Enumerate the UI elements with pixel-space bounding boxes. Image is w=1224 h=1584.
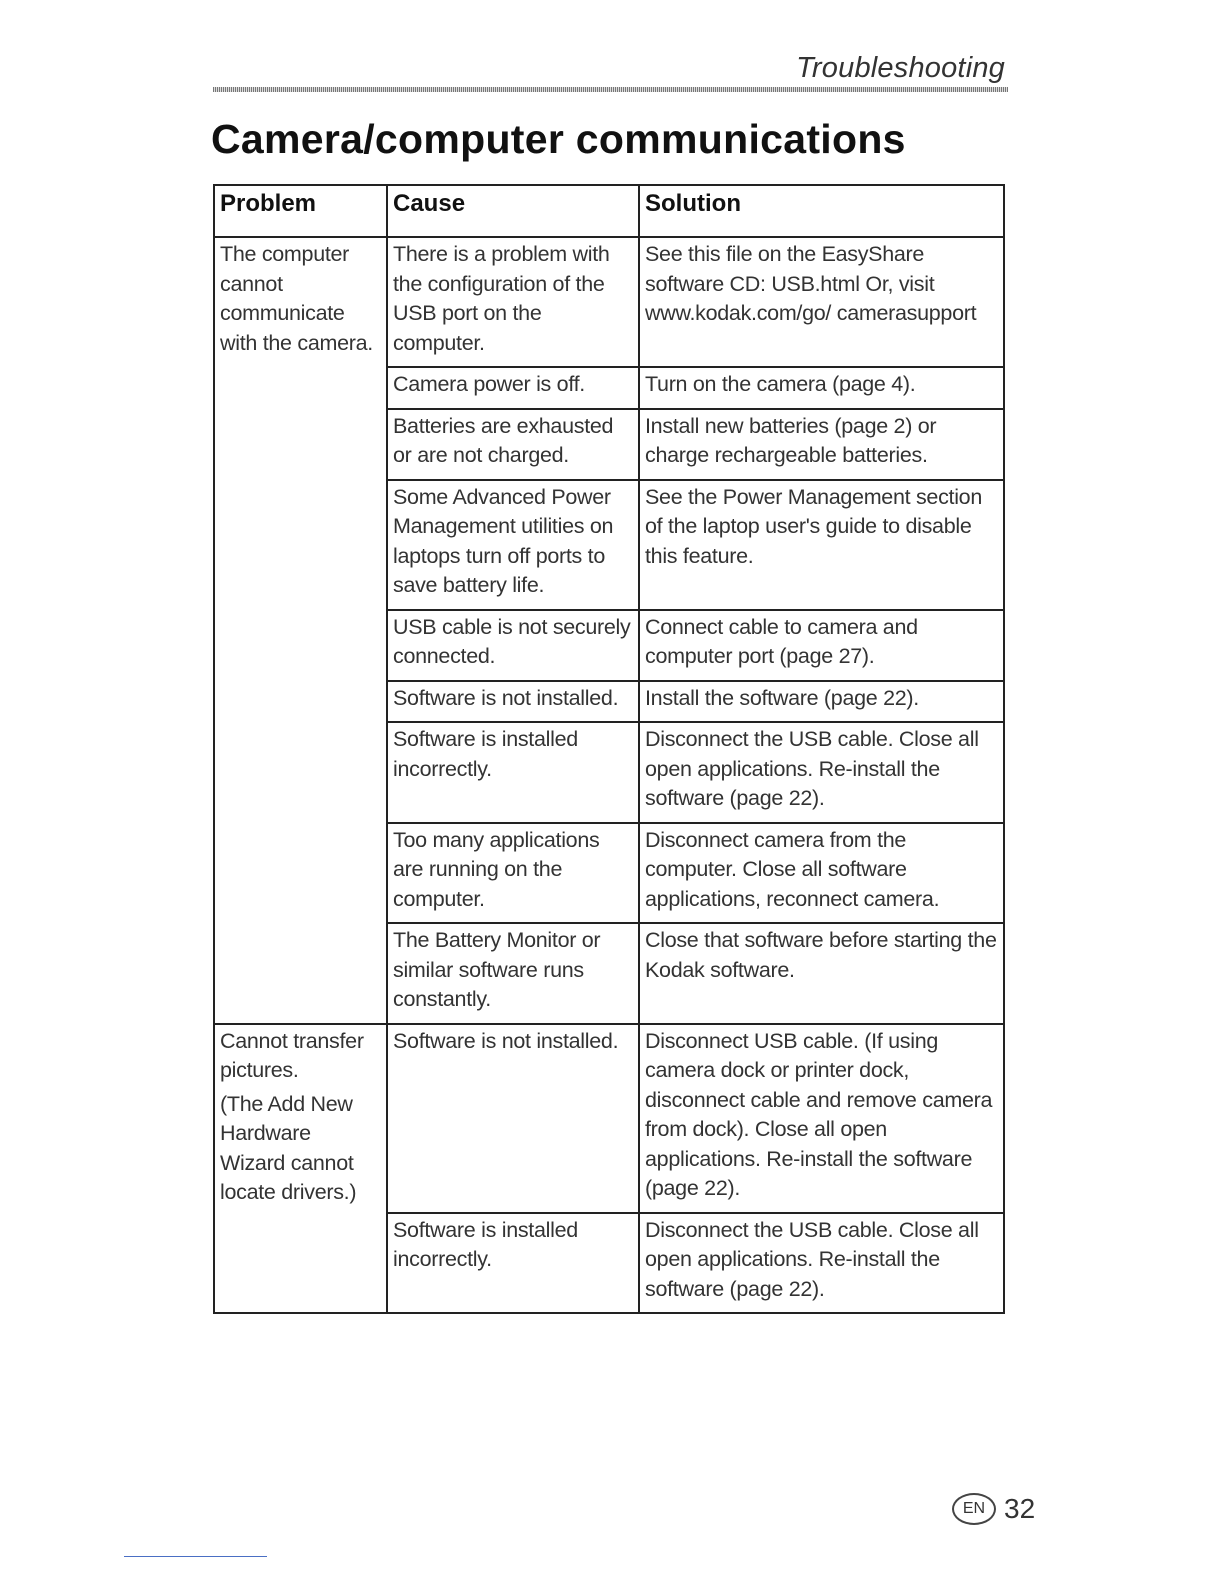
header-rule [213,87,1008,92]
problem-note: (The Add New Hardware Wizard cannot locate drivers.) [220,1091,357,1204]
cause-cell: The Battery Monitor or similar software runs constantly. [387,923,639,1024]
problem-text: Cannot transfer pictures. [220,1028,364,1082]
solution-cell: Disconnect the USB cable. Close all open applications. Re-install the software (page 22). [639,722,1004,823]
problem-text: The computer cannot communicate with the camera. [220,242,373,355]
cause-cell: Some Advanced Power Management utilities on laptops turn off ports to save battery life. [387,480,639,610]
column-header-cause: Cause [387,185,639,237]
cause-cell: Camera power is off. [387,367,639,409]
table-header-row [214,185,1004,237]
table-row [214,237,1004,367]
table-row [214,1024,1004,1213]
page-number: 32 [1004,1493,1036,1524]
section-title: Troubleshooting [796,52,1005,84]
cause-cell: Batteries are exhausted or are not charged. [387,409,639,480]
solution-cell: Turn on the camera (page 4). [639,367,1004,409]
troubleshooting-table [213,184,1005,1314]
footer-link-line [124,1556,267,1557]
solution-cell: Disconnect camera from the computer. Close all software applications, reconnect camera. [639,823,1004,924]
cause-cell: There is a problem with the configuration of the USB port on the computer. [387,237,639,367]
solution-cell: Disconnect USB cable. (If using camera dock or printer dock, disconnect cable and remove camera from dock). Close all open applications. Re-install the software (page 22). [639,1024,1004,1213]
page-heading: Camera/computer communications [211,116,906,162]
cause-cell: Software is not installed. [387,681,639,723]
cause-cell: Software is installed incorrectly. [387,1213,639,1314]
solution-cell: See the Power Management section of the laptop user's guide to disable this feature. [639,480,1004,610]
solution-cell: Connect cable to camera and computer port (page 27). [639,610,1004,681]
problem-cell [214,1024,387,1314]
column-header-solution: Solution [639,185,1004,237]
cause-cell: USB cable is not securely connected. [387,610,639,681]
cause-cell: Software is installed incorrectly. [387,722,639,823]
language-badge-icon: EN [952,1493,996,1525]
column-header-problem: Problem [214,185,387,237]
solution-cell: Disconnect the USB cable. Close all open applications. Re-install the software (page 22). [639,1213,1004,1314]
solution-cell: Install the software (page 22). [639,681,1004,723]
page-footer [952,1493,1035,1525]
problem-cell [214,237,387,1024]
solution-cell: Close that software before starting the Kodak software. [639,923,1004,1024]
cause-cell: Too many applications are running on the computer. [387,823,639,924]
solution-cell: Install new batteries (page 2) or charge rechargeable batteries. [639,409,1004,480]
cause-cell: Software is not installed. [387,1024,639,1213]
solution-cell: See this file on the EasyShare software CD: USB.html Or, visit www.kodak.com/go/ camerasupport [639,237,1004,367]
